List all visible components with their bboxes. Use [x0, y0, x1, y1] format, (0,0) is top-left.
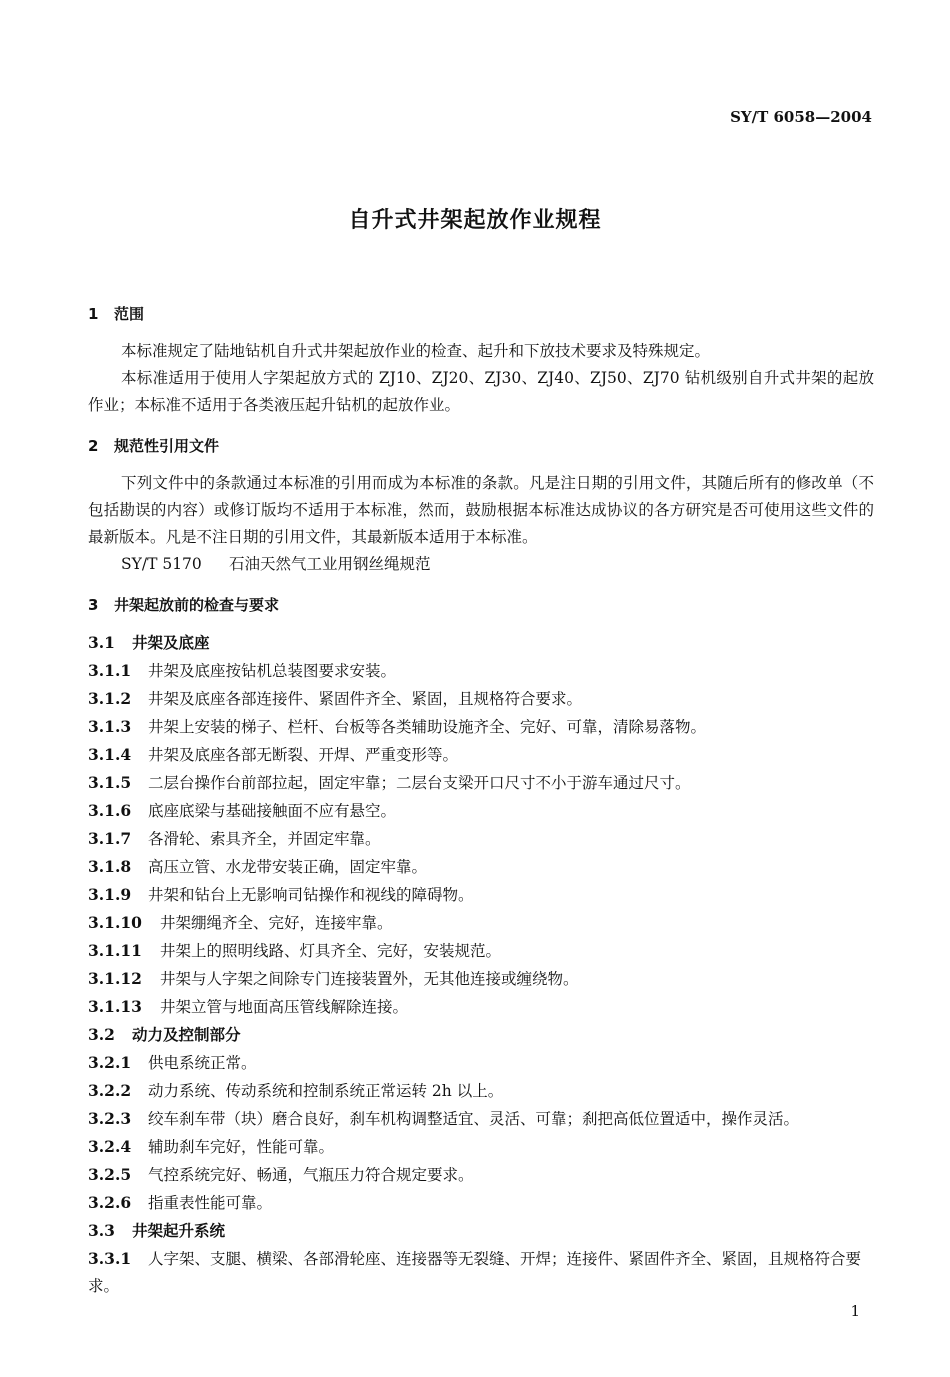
item-number: 3.1.6	[88, 801, 132, 820]
list-item	[88, 1161, 874, 1189]
list-item	[88, 825, 874, 853]
item-number: 3.1.7	[88, 829, 132, 848]
item-text: 指重表性能可靠。	[148, 1194, 273, 1212]
item-number: 3.1.1	[88, 661, 132, 680]
list-item	[88, 881, 874, 909]
list-item	[88, 1133, 874, 1161]
item-number: 3.1.3	[88, 717, 132, 736]
item-text: 二层台操作台前部拉起，固定牢靠；二层台支梁开口尺寸不小于游车通过尺寸。	[148, 774, 691, 792]
page-number: 1	[850, 1302, 860, 1320]
list-3-3	[88, 1245, 874, 1300]
item-text: 井架绷绳齐全、完好，连接牢靠。	[160, 914, 393, 932]
list-item	[88, 713, 874, 741]
list-item	[88, 909, 874, 937]
list-item	[88, 657, 874, 685]
reference-entry	[88, 551, 874, 578]
list-item	[88, 993, 874, 1021]
item-text: 井架和钻台上无影响司钻操作和视线的障碍物。	[148, 886, 474, 904]
item-number: 3.1.12	[88, 969, 142, 988]
item-text: 井架及底座各部无断裂、开焊、严重变形等。	[148, 746, 459, 764]
list-item	[88, 685, 874, 713]
item-text: 气控系统完好、畅通，气瓶压力符合规定要求。	[148, 1166, 474, 1184]
item-text: 井架上的照明线路、灯具齐全、完好，安装规范。	[160, 942, 502, 960]
list-item	[88, 965, 874, 993]
list-3-2	[88, 1049, 874, 1217]
section-number: 2	[88, 437, 99, 455]
document-title: 自升式井架起放作业规程	[348, 208, 602, 233]
section-number: 3	[88, 596, 99, 614]
item-text: 底座底梁与基础接触面不应有悬空。	[148, 802, 397, 820]
item-number: 3.1.2	[88, 689, 132, 708]
paragraph: 本标准规定了陆地钻机自升式井架起放作业的检查、起升和下放技术要求及特殊规定。	[121, 342, 711, 360]
section-title: 范围	[114, 305, 145, 323]
item-text: 辅助刹车完好，性能可靠。	[148, 1138, 335, 1156]
item-text: 井架上安装的梯子、栏杆、台板等各类辅助设施齐全、完好、可靠，清除易落物。	[148, 718, 707, 736]
list-item	[88, 937, 874, 965]
subsection-3-3-heading	[88, 1217, 874, 1245]
item-number: 3.2.2	[88, 1081, 132, 1100]
item-text: 人字架、支腿、横梁、各部滑轮座、连接器等无裂缝、开焊；连接件、紧固件齐全、紧固，且规格符合要求。	[88, 1250, 862, 1295]
reference-title: 石油天然气工业用钢丝绳规范	[229, 555, 431, 573]
list-item	[88, 1245, 874, 1300]
item-number: 3.2.6	[88, 1193, 132, 1212]
subsection-title: 井架起升系统	[132, 1222, 226, 1240]
list-item	[88, 1189, 874, 1217]
item-number: 3.1.10	[88, 913, 142, 932]
item-text: 井架及底座按钻机总装图要求安装。	[148, 662, 397, 680]
section-1-heading	[88, 301, 874, 328]
paragraph: 下列文件中的条款通过本标准的引用而成为本标准的条款。凡是注日期的引用文件，其随后所有的修改单（不包括勘误的内容）或修订版均不适用于本标准，然而，鼓励根据本标准达成协议的各方研究是否可使用这些文件的最新版本。凡是不注日期的引用文件，其最新版本适用于本标准。	[88, 474, 874, 546]
list-item	[88, 741, 874, 769]
item-text: 井架及底座各部连接件、紧固件齐全、紧固，且规格符合要求。	[148, 690, 583, 708]
document-body	[88, 301, 874, 1300]
item-text: 各滑轮、索具齐全，并固定牢靠。	[148, 830, 381, 848]
list-item	[88, 1105, 874, 1133]
list-3-1	[88, 657, 874, 1021]
subsection-number: 3.1	[88, 633, 115, 652]
subsection-3-1-heading	[88, 629, 874, 657]
section-title: 井架起放前的检查与要求	[114, 596, 280, 614]
list-item	[88, 769, 874, 797]
item-number: 3.2.4	[88, 1137, 132, 1156]
item-number: 3.2.3	[88, 1109, 132, 1128]
section-title: 规范性引用文件	[114, 437, 220, 455]
section-2-heading	[88, 433, 874, 460]
item-text: 绞车刹车带（块）磨合良好，刹车机构调整适宜、灵活、可靠；刹把高低位置适中，操作灵活。	[148, 1110, 800, 1128]
item-number: 3.2.1	[88, 1053, 132, 1072]
section-3-heading	[88, 592, 874, 619]
subsection-3-2-heading	[88, 1021, 874, 1049]
subsection-number: 3.2	[88, 1025, 115, 1044]
subsection-title: 井架及底座	[132, 634, 210, 652]
item-text: 井架与人字架之间除专门连接装置外，无其他连接或缠绕物。	[160, 970, 579, 988]
item-number: 3.1.9	[88, 885, 132, 904]
item-number: 3.1.8	[88, 857, 132, 876]
subsection-title: 动力及控制部分	[132, 1026, 241, 1044]
list-item	[88, 1049, 874, 1077]
list-item	[88, 797, 874, 825]
item-text: 动力系统、传动系统和控制系统正常运转 2h 以上。	[148, 1082, 504, 1100]
item-number: 3.1.4	[88, 745, 132, 764]
section-number: 1	[88, 305, 99, 323]
paragraph: 本标准适用于使用人字架起放方式的 ZJ10、ZJ20、ZJ30、ZJ40、ZJ50、ZJ70 钻机级别自升式井架的起放作业；本标准不适用于各类液压起升钻机的起放作业。	[88, 369, 874, 414]
item-text: 供电系统正常。	[148, 1054, 257, 1072]
subsection-number: 3.3	[88, 1221, 115, 1240]
item-text: 井架立管与地面高压管线解除连接。	[160, 998, 409, 1016]
item-number: 3.1.11	[88, 941, 142, 960]
standard-code: SY/T 6058—2004	[730, 108, 872, 126]
list-item	[88, 853, 874, 881]
list-item	[88, 1077, 874, 1105]
item-number: 3.2.5	[88, 1165, 132, 1184]
reference-code: SY/T 5170	[121, 555, 202, 573]
item-text: 高压立管、水龙带安装正确，固定牢靠。	[148, 858, 428, 876]
item-number: 3.1.13	[88, 997, 142, 1016]
item-number: 3.3.1	[88, 1249, 132, 1268]
item-number: 3.1.5	[88, 773, 132, 792]
